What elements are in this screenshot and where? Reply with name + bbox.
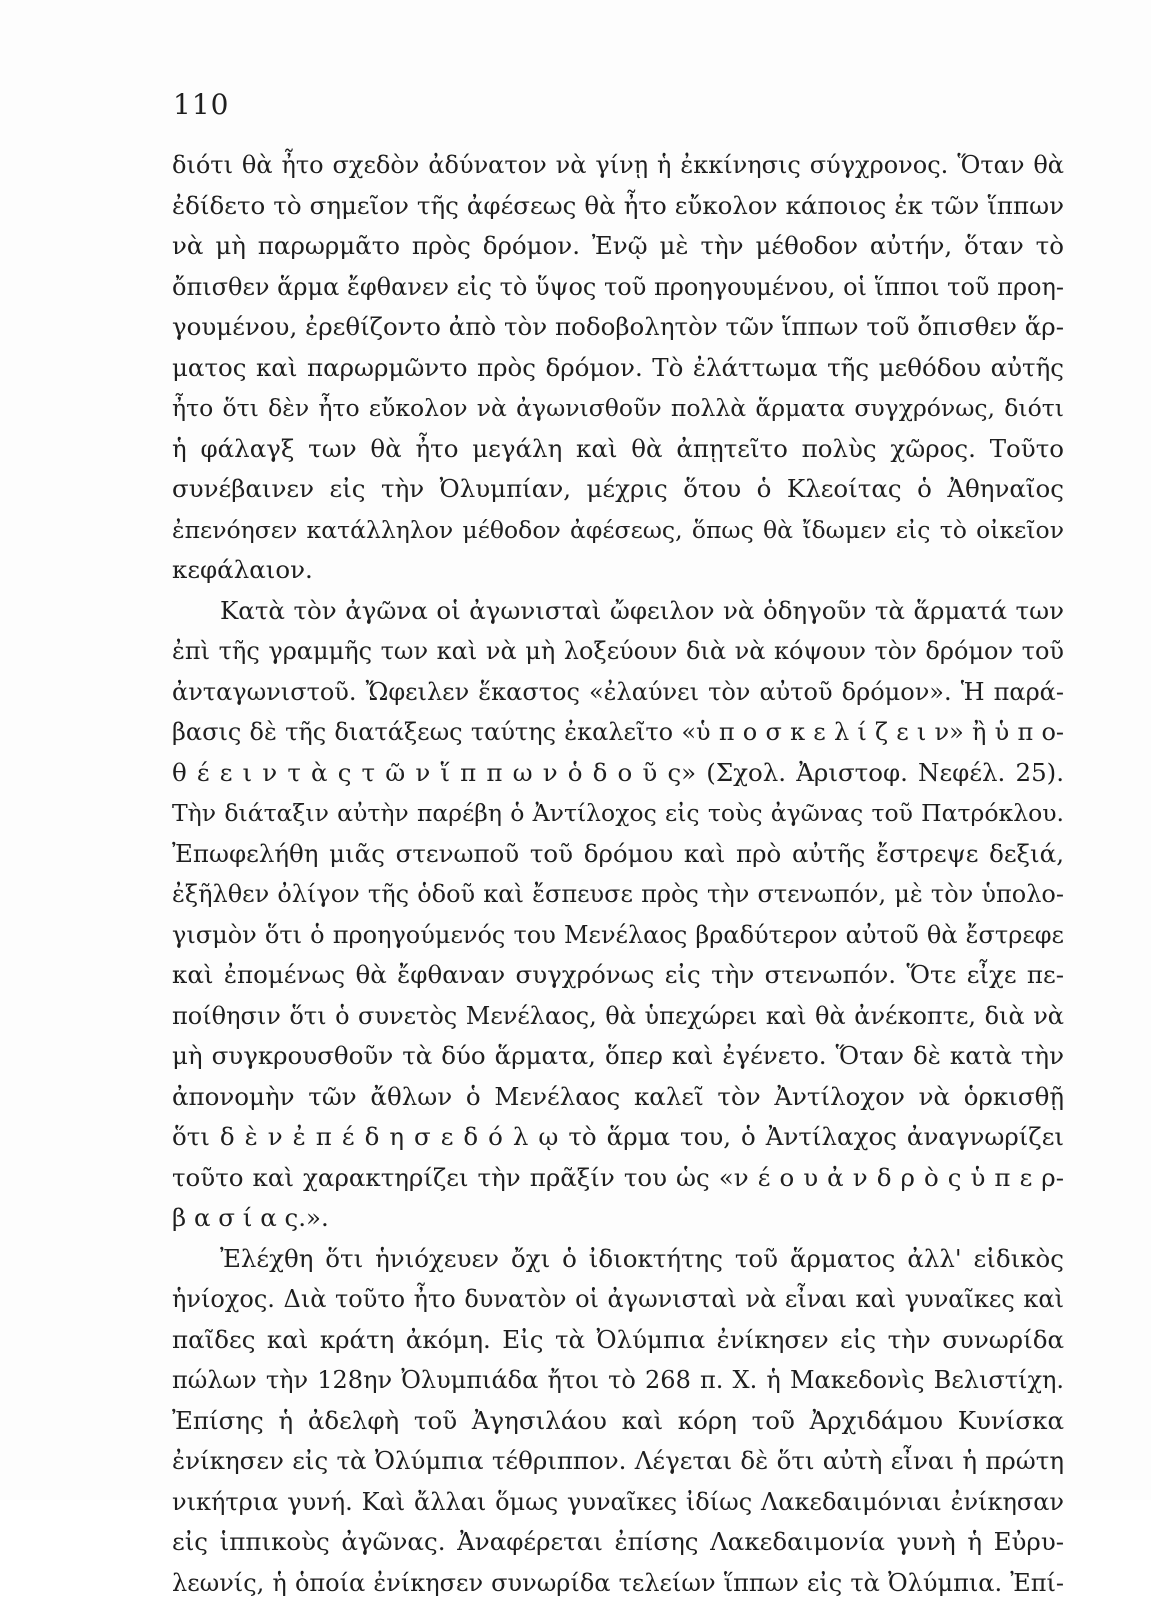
- text-line: πώλων τὴν 128ην Ὀλυμπιάδα ἤτοι τὸ 268 π. Χ. ἡ Μακεδονὶς Βελιστίχη.: [172, 1360, 1064, 1401]
- text-line: διότι θὰ ἦτο σχεδὸν ἀδύνατον νὰ γίνῃ ἡ ἐκκίνησις σύγχρονος. Ὅταν θὰ: [172, 145, 1064, 186]
- text-line: καὶ ἐπομένως θὰ ἔφθαναν συγχρόνως εἰς τὴν στενωπόν. Ὅτε εἶχε πε-: [172, 955, 1064, 996]
- text-line: ὄπισθεν ἅρμα ἔφθανεν εἰς τὸ ὕψος τοῦ προηγουμένου, οἱ ἵπποι τοῦ προη-: [172, 267, 1064, 308]
- text-line: ἡ φάλαγξ των θὰ ἦτο μεγάλη καὶ θὰ ἀπῃτεῖτο πολὺς χῶρος. Τοῦτο: [172, 429, 1064, 470]
- text-line: συνέβαινεν εἰς τὴν Ὀλυμπίαν, μέχρις ὅτου ὁ Κλεοίτας ὁ Ἀθηναῖος: [172, 469, 1064, 510]
- text-line: Ἐπωφελήθη μιᾶς στενωποῦ τοῦ δρόμου καὶ πρὸ αὐτῆς ἔστρεψε δεξιά,: [172, 834, 1064, 875]
- text-line: τοῦτο καὶ χαρακτηρίζει τὴν πρᾶξίν του ὡς «ν έ ο υ ἀ ν δ ρ ὸ ς ὑ π ε ρ-: [172, 1158, 1064, 1199]
- text-line: θ έ ε ι ν τ ὰ ς τ ῶ ν ἵ π π ω ν ὁ δ ο ῦ ς» (Σχολ. Ἀριστοφ. Νεφέλ. 25).: [172, 753, 1064, 794]
- text-line: νὰ μὴ παρωρμᾶτο πρὸς δρόμον. Ἐνῷ μὲ τὴν μέθοδον αὐτήν, ὅταν τὸ: [172, 226, 1064, 267]
- text-line: ματος καὶ παρωρμῶντο πρὸς δρόμον. Τὸ ἐλάττωμα τῆς μεθόδου αὐτῆς: [172, 348, 1064, 389]
- text-line: Κατὰ τὸν ἀγῶνα οἱ ἀγωνισταὶ ὤφειλον νὰ ὁδηγοῦν τὰ ἅρματά των: [172, 591, 1064, 632]
- text-line: γισμὸν ὅτι ὁ προηγούμενός του Μενέλαος βραδύτερον αὐτοῦ θὰ ἔστρεφε: [172, 915, 1064, 956]
- text-line: Ἐλέχθη ὅτι ἡνιόχευεν ὄχι ὁ ἰδιοκτήτης τοῦ ἅρματος ἀλλ' εἰδικὸς: [172, 1239, 1064, 1280]
- paragraph: [172, 1239, 1064, 1603]
- page-number: 110: [173, 88, 229, 121]
- text-line: Τὴν διάταξιν αὐτὴν παρέβη ὁ Ἀντίλοχος εἰς τοὺς ἀγῶνας τοῦ Πατρόκλου.: [172, 793, 1064, 834]
- text-line: ἦτο ὅτι δὲν ἦτο εὔκολον νὰ ἀγωνισθοῦν πολλὰ ἅρματα συγχρόνως, διότι: [172, 388, 1064, 429]
- text-line: ἐνίκησεν εἰς τὰ Ὀλύμπια τέθριππον. Λέγεται δὲ ὅτι αὐτὴ εἶναι ἡ πρώτη: [172, 1441, 1064, 1482]
- text-line: βασις δὲ τῆς διατάξεως ταύτης ἐκαλεῖτο «ὑ π ο σ κ ε λ ί ζ ε ι ν» ἢ ὑ π ο-: [172, 712, 1064, 753]
- text-line: ἐπὶ τῆς γραμμῆς των καὶ νὰ μὴ λοξεύουν διὰ νὰ κόψουν τὸν δρόμον τοῦ: [172, 631, 1064, 672]
- text-line: ἀνταγωνιστοῦ. Ὤφειλεν ἕκαστος «ἐλαύνει τὸν αὐτοῦ δρόμον». Ἡ παρά-: [172, 672, 1064, 713]
- text-line: ἐδίδετο τὸ σημεῖον τῆς ἀφέσεως θὰ ἦτο εὔκολον κάποιος ἐκ τῶν ἵππων: [172, 186, 1064, 227]
- text-line: νικήτρια γυνή. Καὶ ἄλλαι ὅμως γυναῖκες ἰδίως Λακεδαιμόνιαι ἐνίκησαν: [172, 1482, 1064, 1523]
- text-line: ποίθησιν ὅτι ὁ συνετὸς Μενέλαος, θὰ ὑπεχώρει καὶ θὰ ἀνέκοπτε, διὰ νὰ: [172, 996, 1064, 1037]
- text-line: Ἐπίσης ἡ ἀδελφὴ τοῦ Ἀγησιλάου καὶ κόρη τοῦ Ἀρχιδάμου Κυνίσκα: [172, 1401, 1064, 1442]
- paragraph: [172, 591, 1064, 1239]
- paragraph: [172, 145, 1064, 591]
- text-line: ἐξῆλθεν ὀλίγον τῆς ὁδοῦ καὶ ἔσπευσε πρὸς τὴν στενωπόν, μὲ τὸν ὑπολο-: [172, 874, 1064, 915]
- text-line: εἰς ἱππικοὺς ἀγῶνας. Ἀναφέρεται ἐπίσης Λακεδαιμονία γυνὴ ἡ Εὐρυ-: [172, 1522, 1064, 1563]
- text-line: β α σ ί α ς.».: [172, 1198, 1064, 1239]
- text-line: γουμένου, ἐρεθίζοντο ἀπὸ τὸν ποδοβολητὸν τῶν ἵππων τοῦ ὄπισθεν ἅρ-: [172, 307, 1064, 348]
- text-line: μὴ συγκρουσθοῦν τὰ δύο ἅρματα, ὅπερ καὶ ἐγένετο. Ὅταν δὲ κατὰ τὴν: [172, 1036, 1064, 1077]
- body-text: [172, 145, 1064, 1603]
- text-line: λεωνίς, ἡ ὁποία ἐνίκησεν συνωρίδα τελείων ἵππων εἰς τὰ Ὀλύμπια. Ἐπί-: [172, 1563, 1064, 1603]
- text-line: ὅτι δ ὲ ν ἐ π έ δ η σ ε δ ό λ ῳ τὸ ἅρμα του, ὁ Ἀντίλαχος ἀναγνωρίζει: [172, 1117, 1064, 1158]
- text-line: ἀπονομὴν τῶν ἄθλων ὁ Μενέλαος καλεῖ τὸν Ἀντίλοχον νὰ ὁρκισθῇ: [172, 1077, 1064, 1118]
- text-line: κεφάλαιον.: [172, 550, 1064, 591]
- text-line: ἡνίοχος. Διὰ τοῦτο ἦτο δυνατὸν οἱ ἀγωνισταὶ νὰ εἶναι καὶ γυναῖκες καὶ: [172, 1279, 1064, 1320]
- text-line: ἐπενόησεν κατάλληλον μέθοδον ἀφέσεως, ὅπως θὰ ἴδωμεν εἰς τὸ οἰκεῖον: [172, 510, 1064, 551]
- text-line: παῖδες καὶ κράτη ἀκόμη. Εἰς τὰ Ὀλύμπια ἐνίκησεν εἰς τὴν συνωρίδα: [172, 1320, 1064, 1361]
